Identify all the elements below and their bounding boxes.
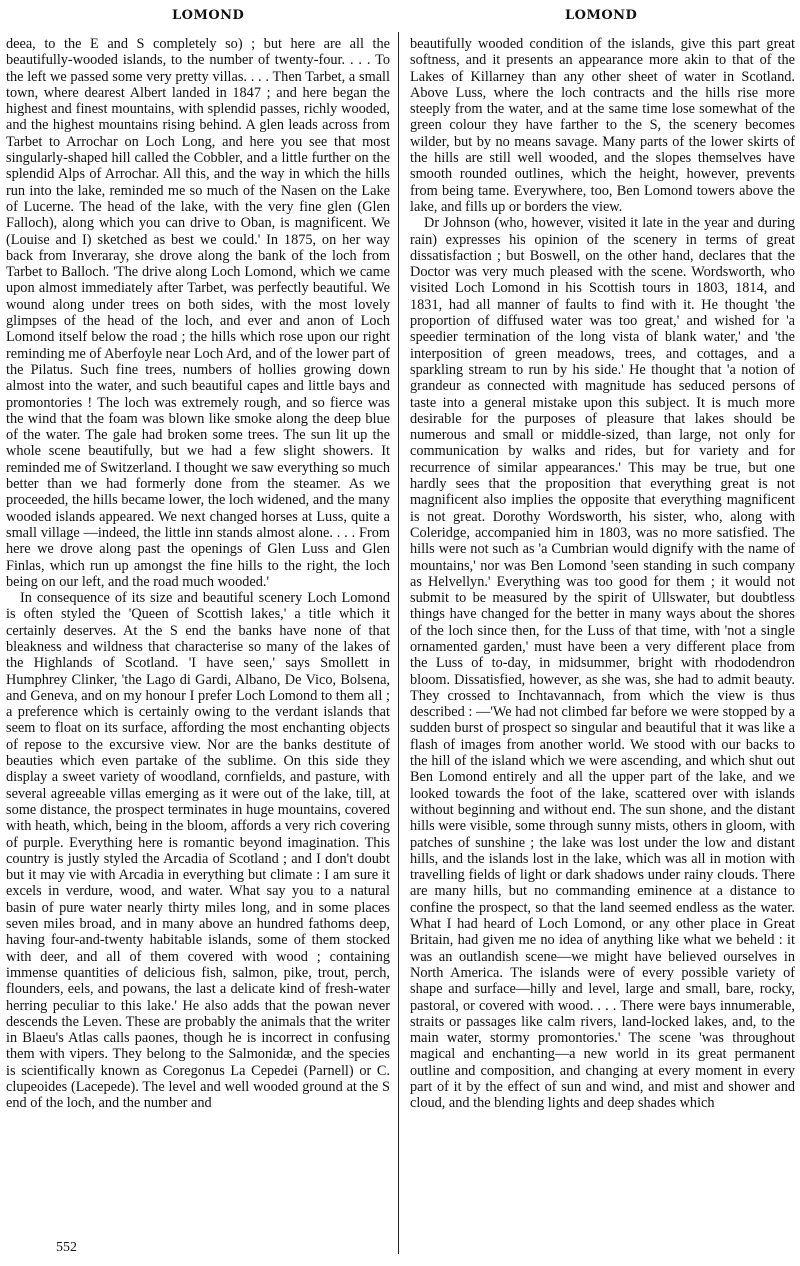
page-number: 552 xyxy=(56,1240,77,1255)
right-column xyxy=(410,36,795,1112)
running-header-right: LOMOND xyxy=(565,8,638,23)
column-divider xyxy=(398,32,399,1254)
paragraph: In consequence of its size and beautiful scenery Loch Lomond is often styled the 'Queen of Scottish lakes,' a title which it certainly deserves. At the S end the banks have none of that bleakness and wildness that characterise so many of the lakes of the Highlands of Scotland. 'I have seen,' says Smollett in Humphrey Clinker, 'the Lago di Gardi, Albano, De Vico, Bolsena, and Geneva, and on my honour I prefer Loch Lomond to them all ; a preference which is certainly owing to the verdant islands that seem to float on its surface, affording the most enchanting objects of repose to the excursive view. Nor are the banks destitute of beauties which even partake of the sublime. On this side they display a sweet variety of woodland, cornfields, and pasture, with several agreeable villas emerging as it were out of the lake, till, at some distance, the prospect terminates in huge mountains, covered with heath, which, being in the bloom, affords a very rich covering of purple. Everything here is romantic beyond imagination. This country is justly styled the Arcadia of Scotland ; and I don't doubt but it may vie with Arcadia in everything but climate : I am sure it excels in verdure, wood, and water. What say you to a natural basin of pure water nearly thirty miles long, and in some places seven miles broad, and in many above an hundred fathoms deep, having four-and-twenty habitable islands, some of them stocked with deer, and all of them covered with wood ; containing immense quantities of delicious fish, salmon, pike, trout, perch, flounders, eels, and powans, the last a delicate kind of fresh-water herring peculiar to this lake.' He also adds that the powan never descends the Leven. These are probably the animals that the writer in Blaeu's Atlas calls paones, though he is incorrect in confusing them with vipers. They belong to the Salmonidæ, and the species is scientifically known as Coregonus La Cepedei (Parnell) or C. clupeoides (Lacepede). The level and well wooded ground at the S end of the loch, and the number and xyxy=(6,590,390,1112)
paragraph: deea, to the E and S completely so) ; but here are all the beautifully-wooded islands, to the number of twenty-four. . . . To the left we passed some very pretty villas. . . . Then Tarbet, a small town, where dearest Albert landed in 1847 ; and here began the highest and finest mountains, with splendid passes, richly wooded, and the highest mountains rising behind. A glen leads across from Tarbet to Arrochar on Loch Long, and here you see that most singularly-shaped hill called the Cobbler, and a little further on the splendid Alps of Arrochar. All this, and the way in which the hills run into the lake, reminded me so much of the Nasen on the Lake of Lucerne. The head of the lake, with the very fine glen (Glen Falloch), along which you can drive to Oban, is magnificent. We (Louise and I) sketched as best we could.' In 1875, on her way back from Inveraray, she drove along the bank of the loch from Tarbet to Balloch. 'The drive along Loch Lomond, which we came upon almost immediately after Tarbet, was perfectly beautiful. We wound along under trees on both sides, with the most lovely glimpses of the head of the loch, and ever and anon of Loch Lomond itself below the road ; the hills which rose upon our right reminding me of Aberfoyle near Loch Ard, and of the lower part of the Pilatus. Such fine trees, numbers of hollies growing down almost into the water, and such beautiful capes and little bays and promontories ! The loch was extremely rough, and so fierce was the wind that the foam was blown like smoke along the deep blue of the water. The gale had broken some trees. The sun lit up the whole scene beautifully, but we had a few slight showers. It reminded me of Switzerland. I thought we saw everything so much better than we had formerly done from the steamer. As we proceeded, the hills became lower, the loch widened, and the many wooded islands appeared. We next changed horses at Luss, quite a small village —indeed, the little inn stands almost alone. . . . From here we drove along past the openings of Glen Luss and Glen Finlas, which run up amongst the fine hills to the right, the loch being on our left, and the road much wooded.' xyxy=(6,36,390,590)
paragraph: beautifully wooded condition of the islands, give this part great softness, and it presents an appearance more akin to that of the Lakes of Killarney than any other sheet of water in Scotland. Above Luss, where the loch contracts and the hills rise more steeply from the water, and at the same time lose somewhat of the green colour they have farther to the S, the scenery becomes wilder, but by no means savage. Many parts of the lower skirts of the hills are still well wooded, and the slopes themselves have smooth rounded outlines, which the height, however, prevents from being tame. Everywhere, too, Ben Lomond towers above the lake, and fills up or borders the view. xyxy=(410,36,795,215)
left-column xyxy=(6,36,390,1112)
paragraph: Dr Johnson (who, however, visited it late in the year and during rain) expresses his opinion of the scenery in terms of great dissatisfaction ; but Boswell, on the other hand, declares that the Doctor was very much pleased with the scene. Wordsworth, who visited Loch Lomond in his Scottish tours in 1803, 1814, and 1831, had all manner of faults to find with it. He thought 'the proportion of diffused water was too great,' and wished for 'a speedier termination of the long vista of blank water,' and 'the interposition of green meadows, trees, and cottages, and a sparkling stream to run by his side.' He thought that 'a notion of grandeur as connected with magnitude has seduced persons of taste into a general mistake upon this subject. It is much more desirable for the purposes of pleasure that lakes should be numerous and small or middle-sized, than large, not only for communication by walks and rides, but for variety and for recurrence of similar appearances.' This may be true, but one hardly sees that the proposition that everything great is not magnificent also implies the opposite that everything magnificent is not great. Dorothy Wordsworth, his sister, who, along with Coleridge, accompanied him in 1803, was no more satisfied. The hills were not such as 'a Cumbrian would dignify with the name of mountains,' nor was Ben Lomond 'seen standing in such company as Helvellyn.' Everything was too good for them ; it would not submit to be measured by the spirit of Ullswater, but doubtless things have changed for the better in many ways about the shores of the loch since then, for the Luss of that time, with 'not a single ornamented garden,' must have been a very different place from the Luss of to-day, in midsummer, bright with rhododendron bloom. Dissatisfied, however, as she was, she had to admit beauty. They crossed to Inchtavannach, from which the view is thus described : —'We had not climbed far before we were stopped by a sudden burst of prospect so singular and beautiful that it was like a flash of images from another world. We stood with our backs to the hill of the island which we were ascending, and which shut out Ben Lomond entirely and all the upper part of the lake, and we looked towards the foot of the lake, scattered over with islands without beginning and without end. The sun shone, and the distant hills were visible, some through sunny mists, others in gloom, with patches of sunshine ; the lake was lost under the low and distant hills, and the islands lost in the lake, which was all in motion with travelling fields of light or dark shadows under rainy clouds. There are many hills, but no commanding eminence at a distance to confine the prospect, so that the land seemed endless as the water. What I had heard of Loch Lomond, or any other place in Great Britain, had given me no idea of anything like what we beheld : it was an outlandish scene—we might have believed ourselves in North America. The islands were of every possible variety of shape and surface—hilly and level, large and small, bare, rocky, pastoral, or covered with wood. . . . There were bays innumerable, straits or passages like calm rivers, land-locked lakes, and, to the main water, stormy promontories.' The scene 'was throughout magical and enchanting—a new world in its great permanent outline and composition, and changing at every moment in every part of it by the effect of sun and wind, and mist and shower and cloud, and the blending lights and deep shades which xyxy=(410,215,795,1112)
running-header-left: LOMOND xyxy=(172,8,245,23)
